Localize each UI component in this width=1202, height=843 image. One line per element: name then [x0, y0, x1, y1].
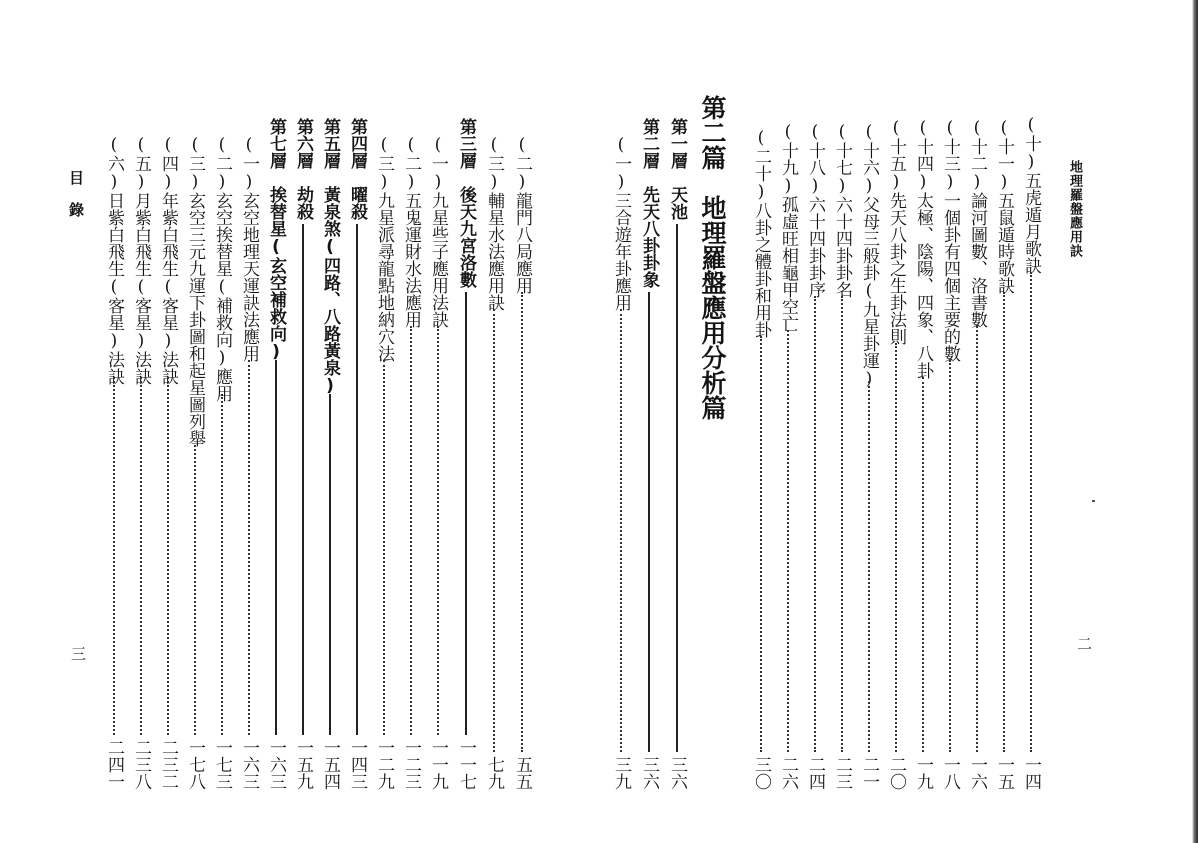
toc-line	[127, 0, 155, 843]
toc-line	[990, 0, 1018, 843]
toc-line	[855, 0, 883, 843]
leader-dots	[922, 377, 924, 752]
leader-rule	[329, 394, 331, 735]
toc-line	[397, 0, 425, 843]
toc-entry-title: (十)五虎遁月歌訣	[1021, 115, 1041, 274]
toc-line	[882, 0, 910, 843]
leader-dots	[248, 360, 250, 735]
toc-page-number: 七九	[484, 756, 504, 790]
toc-entry-title: (十八)六十四卦卦序	[805, 122, 825, 298]
toc-line	[635, 0, 663, 843]
toc-page-number: 三九	[611, 756, 631, 790]
leader-rule	[465, 292, 467, 735]
toc-entry-title: 第二層 先天八卦卦象	[639, 118, 659, 288]
leader-dots	[140, 377, 142, 735]
page-folio: 三	[69, 646, 87, 661]
toc-page-number: 一五九	[293, 739, 313, 790]
toc-line	[289, 0, 317, 843]
toc-page-number: 三六	[639, 756, 659, 790]
toc-line	[235, 0, 263, 843]
right-page	[600, 0, 1202, 843]
toc-page-number: 一八	[940, 756, 960, 790]
toc-entry-title: (三)玄空三元九運下卦圖和起星圖列舉	[185, 135, 205, 447]
toc-page-number: 三六	[667, 756, 687, 790]
toc-page-number: 一一九	[428, 739, 448, 790]
toc-page-number: 一六三	[239, 739, 259, 790]
leader-rule	[676, 224, 678, 752]
running-head: 目 錄	[67, 170, 85, 218]
toc-entry-title: (六)日紫白飛生(客星)法訣	[104, 135, 124, 385]
toc-entry-title: (二)玄空挨替星(補救向)應用	[212, 135, 232, 402]
leader-dots	[1003, 292, 1005, 752]
leader-rule	[356, 224, 358, 735]
toc-entry-title: (十四)太極、陰陽、四象、八卦	[913, 118, 933, 379]
toc-entry-title: (二)龍門八局應用	[512, 135, 532, 294]
leader-dots	[895, 343, 897, 752]
running-head: 地理羅盤應用訣	[1067, 160, 1082, 258]
toc-page-number: 二三二	[158, 739, 178, 790]
leader-dots	[787, 330, 789, 752]
page-edge-shadow	[1192, 0, 1198, 843]
toc-page-number: 一六三	[266, 739, 286, 790]
toc-entry-title: (一)玄空地理天運訣法應用	[239, 135, 259, 362]
toc-line	[607, 0, 635, 843]
leader-dots	[868, 381, 870, 752]
toc-entry-title: (十一)五鼠遁時歌訣	[994, 118, 1014, 294]
toc-entry-title: (十二)論河圖數、洛書數	[967, 118, 987, 328]
leader-dots	[760, 336, 762, 752]
toc-entry-title: (十六)父母三般卦(九星卦運)	[859, 122, 879, 389]
toc-page-number: 一一七	[456, 739, 476, 790]
toc-line	[424, 0, 452, 843]
toc-line	[1017, 0, 1045, 843]
toc-entry-title: 第五層 黃泉煞(四路、八路黃泉)	[320, 118, 340, 396]
toc-line	[801, 0, 829, 843]
scan-speck	[1092, 500, 1095, 502]
toc-entry-title: 第六層 劫殺	[293, 118, 313, 220]
toc-entry-title: 第三層 後天九宮洛數	[456, 118, 476, 288]
toc-entry-title: (十五)先天八卦之生卦法則	[886, 118, 906, 345]
leader-dots	[493, 309, 495, 752]
leader-dots	[221, 394, 223, 735]
leader-dots	[814, 296, 816, 752]
toc-page-number: 一二九	[374, 739, 394, 790]
toc-page-number: 一五四	[320, 739, 340, 790]
leader-dots	[194, 445, 196, 735]
toc-line	[747, 0, 775, 843]
toc-line	[480, 0, 508, 843]
toc-page-number: 一五	[994, 756, 1014, 790]
toc-page-number: 一九	[913, 756, 933, 790]
leader-dots	[113, 377, 115, 735]
toc-entry-title: 第七層 挨替星(玄空補救向)	[266, 118, 286, 362]
toc-entry-title: (二)五鬼運財水法應用	[401, 135, 421, 328]
toc-entry-title: (三)九星派尋龍點地納穴法	[374, 135, 394, 362]
toc-line	[828, 0, 856, 843]
toc-page-number: 二六	[778, 756, 798, 790]
toc-page-number: 一七三	[212, 739, 232, 790]
toc-entry-title: (五)月紫白飛生(客星)法訣	[131, 135, 151, 385]
leader-dots	[521, 292, 523, 752]
toc-page-number: 一六	[967, 756, 987, 790]
toc-entry-title: (十三)一個卦有四個主要的數	[940, 118, 960, 362]
leader-dots	[976, 326, 978, 752]
toc-line	[262, 0, 290, 843]
leader-dots	[1030, 272, 1032, 752]
leader-dots	[949, 360, 951, 752]
toc-entry-title: 第一層 天池	[667, 118, 687, 220]
toc-line	[370, 0, 398, 843]
toc-line	[508, 0, 536, 843]
part-title: 第二篇 地理羅盤應用分析篇	[698, 95, 727, 420]
toc-line	[909, 0, 937, 843]
leader-dots	[383, 360, 385, 735]
toc-entry-title: (三)輔星水法應用訣	[484, 135, 504, 311]
toc-entry-title: 第四層 曜殺	[347, 118, 367, 220]
leader-dots	[841, 296, 843, 752]
toc-page-number: 二三	[832, 756, 852, 790]
toc-page-number: 一二三	[401, 739, 421, 790]
toc-line	[452, 0, 480, 843]
toc-line	[100, 0, 128, 843]
leader-rule	[648, 292, 650, 752]
leader-dots	[167, 377, 169, 735]
toc-page-number: 二〇	[886, 756, 906, 790]
toc-line	[154, 0, 182, 843]
toc-page-number: 一七八	[185, 739, 205, 790]
leader-dots	[437, 326, 439, 735]
toc-page-number: 五五	[512, 756, 532, 790]
toc-line	[963, 0, 991, 843]
toc-line	[343, 0, 371, 843]
toc-entry-title: (二十)八卦之體卦和用卦	[751, 128, 771, 338]
leader-rule	[275, 360, 277, 735]
page-folio: 二	[1075, 636, 1093, 651]
leader-rule	[302, 224, 304, 735]
toc-line	[208, 0, 236, 843]
toc-page-number: 二四	[805, 756, 825, 790]
toc-entry-title: (十七)六十四卦卦名	[832, 122, 852, 298]
toc-page-number: 一四三	[347, 739, 367, 790]
toc-line	[663, 0, 691, 843]
left-page	[0, 0, 600, 843]
toc-page-number: 二一	[859, 756, 879, 790]
toc-entry-title: (十九)孤虛旺相龜甲空亡	[778, 122, 798, 332]
toc-line	[936, 0, 964, 843]
toc-line	[181, 0, 209, 843]
toc-line	[316, 0, 344, 843]
toc-entry-title: (一)三合遊年卦應用	[611, 135, 631, 311]
leader-dots	[410, 326, 412, 735]
leader-dots	[620, 309, 622, 752]
toc-page-number: 二四一	[104, 739, 124, 790]
toc-page-number: 三〇	[751, 756, 771, 790]
toc-page-number: 二三八	[131, 739, 151, 790]
toc-line	[774, 0, 802, 843]
toc-entry-title: (四)年紫白飛生(客星)法訣	[158, 135, 178, 385]
toc-entry-title: (一)九星些子應用法訣	[428, 135, 448, 328]
toc-page-number: 一四	[1021, 756, 1041, 790]
